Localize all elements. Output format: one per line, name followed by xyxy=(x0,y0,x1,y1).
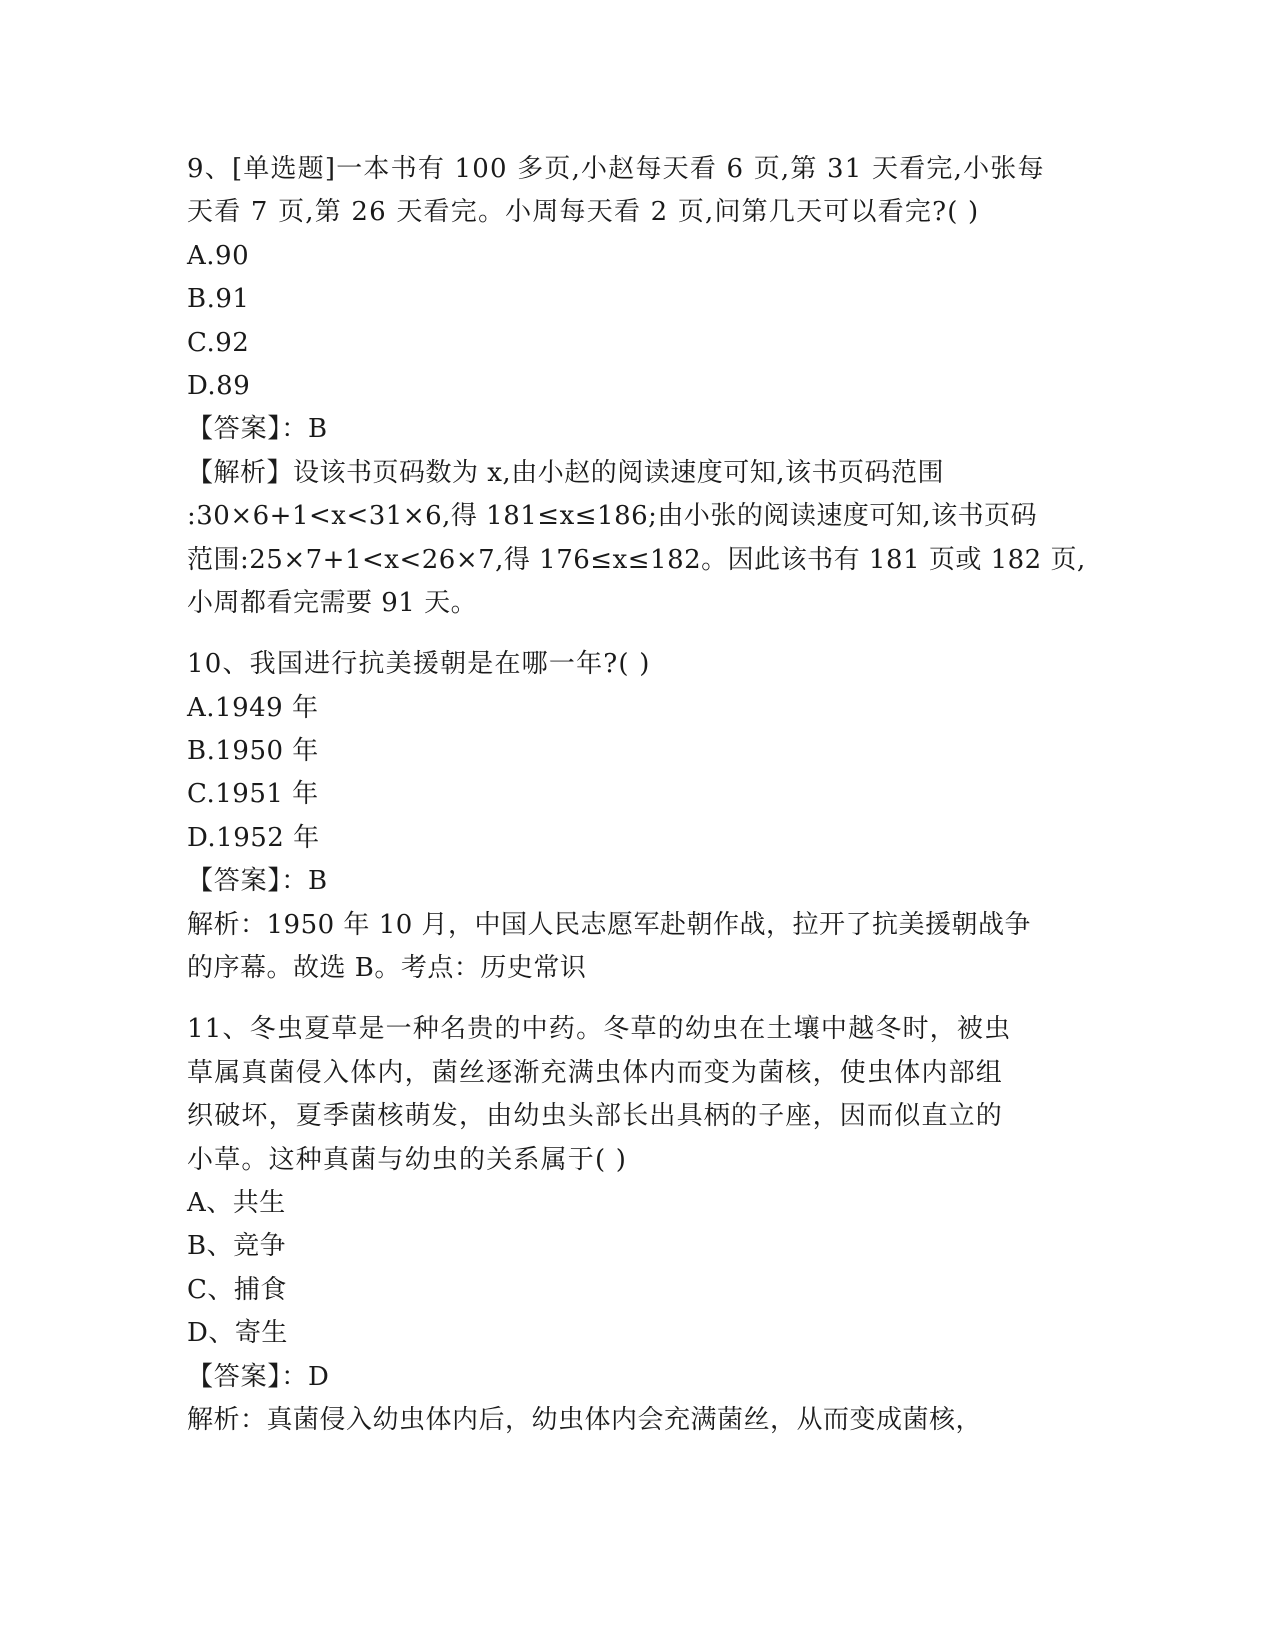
option-a: A.90 xyxy=(187,240,250,271)
question-11 xyxy=(187,1008,1087,1442)
option-b: B.91 xyxy=(187,284,250,315)
analysis-line: 【解析】设该书页码数为 x,由小赵的阅读速度可知,该书页码范围 xyxy=(187,457,944,488)
analysis-line: 范围:25×7+1<x<26×7,得 176≤x≤182。因此该书有 181 页或 182 页, xyxy=(187,544,1086,575)
option-a: A、共生 xyxy=(187,1187,286,1218)
question-stem-line: 织破坏，夏季菌核萌发，由幼虫头部长出具柄的子座，因而似直立的 xyxy=(187,1101,1004,1132)
analysis-line: 解析：真菌侵入幼虫体内后，幼虫体内会充满菌丝，从而变成菌核， xyxy=(187,1404,983,1435)
question-stem-line: 11、冬虫夏草是一种名贵的中药。冬草的幼虫在土壤中越冬时，被虫 xyxy=(187,1014,1012,1045)
question-stem-line: 草属真菌侵入体内，菌丝逐渐充满虫体内而变为菌核，使虫体内部组 xyxy=(187,1057,1004,1088)
option-b: B、竞争 xyxy=(187,1231,287,1262)
option-d: D.89 xyxy=(187,370,251,401)
analysis-line: 小周都看完需要 91 天。 xyxy=(187,587,478,618)
question-stem-line: 小草。这种真菌与幼虫的关系属于( ) xyxy=(187,1144,628,1175)
answer-line: 【答案】：D xyxy=(187,1361,330,1392)
answer-line: 【答案】：B xyxy=(187,866,328,897)
question-stem-line: 10、我国进行抗美援朝是在哪一年?( ) xyxy=(187,649,651,680)
question-9 xyxy=(187,148,1087,625)
question-stem-line: 9、[单选题]一本书有 100 多页,小赵每天看 6 页,第 31 天看完,小张每 xyxy=(187,154,1045,184)
question-stem-line: 天看 7 页,第 26 天看完。小周每天看 2 页,问第几天可以看完?( ) xyxy=(187,197,980,228)
option-d: D、寄生 xyxy=(187,1318,288,1349)
analysis-line: :30×6+1<x<31×6,得 181≤x≤186;由小张的阅读速度可知,该书页码 xyxy=(187,501,1038,532)
option-c: C、捕食 xyxy=(187,1274,287,1305)
option-d: D.1952 年 xyxy=(187,822,320,853)
question-10 xyxy=(187,643,1087,990)
answer-line: 【答案】：B xyxy=(187,414,328,445)
option-a: A.1949 年 xyxy=(187,692,319,723)
option-b: B.1950 年 xyxy=(187,736,319,767)
question-list xyxy=(187,148,1087,1460)
analysis-line: 解析：1950 年 10 月，中国人民志愿军赴朝作战，拉开了抗美援朝战争 xyxy=(187,909,1032,940)
option-c: C.92 xyxy=(187,327,250,358)
option-c: C.1951 年 xyxy=(187,779,319,810)
analysis-line: 的序幕。故选 B。考点：历史常识 xyxy=(187,953,587,984)
